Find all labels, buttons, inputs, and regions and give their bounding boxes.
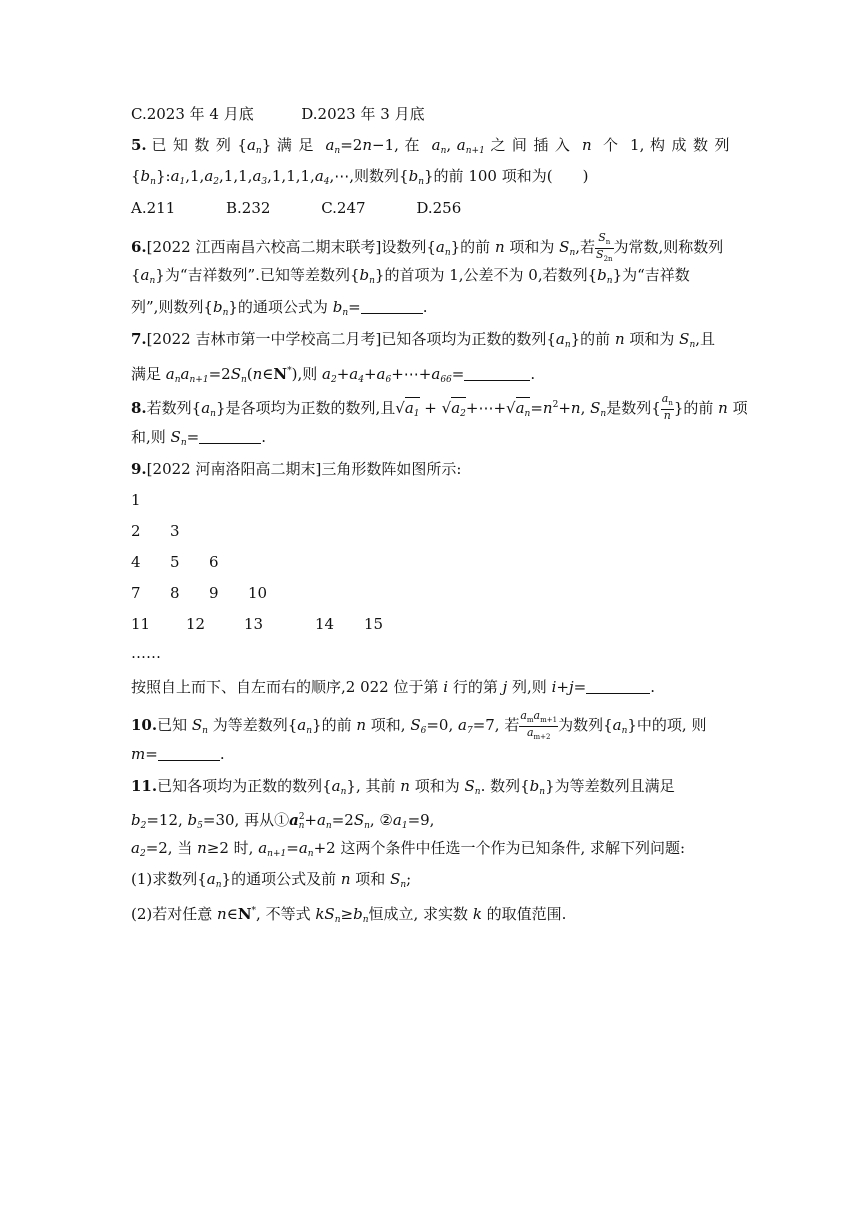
q10-line-1: 10.已知 $S_n$ 为等差数列$\{a_n\}$的前 n 项和, $S_6=0$, $a_7=7$, 若 $\frac{a_ma_{m+1}}{a_{m+2}}$ 为数列$\{a_n\}$中的项, 则 (131, 709, 707, 742)
tri-cell: 15 (364, 615, 384, 633)
tri-dots: …… (131, 644, 161, 662)
q6-line-2: $\{a_n\}$为“吉祥数列”.已知等差数列$\{b_n\}$的首项为 1,公差不为 0,若数列$\{b_n\}$为“吉祥数 (131, 266, 690, 286)
q9-line-2: 按照自上而下、自左而右的顺序,2 022 位于第 i 行的第 j 列,则 i+j= . (131, 678, 655, 696)
q11-line-3: $a_2=2$, 当 n≥2 时, $a_{n+1}=a_n+2$ 这两个条件中任选一个作为已知条件, 求解下列问题: (131, 839, 686, 859)
tri-cell: 7 (131, 584, 141, 602)
q5-options (131, 198, 461, 218)
q5-option-d: D.256 (416, 199, 462, 217)
tri-cell: 5 (170, 553, 180, 571)
tri-cell: 13 (244, 615, 264, 633)
tri-cell: 3 (170, 522, 180, 540)
q9-number: 9. (131, 460, 147, 478)
q6-line-1: 6.[2022 江西南昌六校高二期末联考]设数列$\{a_n\}$的前 n 项和为 $S_n$,若 $\frac{S_n}{S_{2n}}$ 为常数,则称数列 (131, 231, 724, 264)
q9-source: [2022 河南洛阳高二期末] (146, 460, 322, 478)
q5-line-1: 5. 已 知 数 列 $\{a_n\}$ 满 足 $a_n=2n-1$, 在 $a_n$, $a_{n+1}$ 之 间 插 入 n 个 1, 构 成 数 列 (131, 136, 730, 156)
q5-option-b: B.232 (226, 199, 271, 217)
q10-line-2: m= . (131, 745, 225, 763)
q7-number: 7. (131, 330, 147, 348)
q4-option-d: D.2023 年 3 月底 (301, 105, 425, 123)
tri-cell: 6 (209, 553, 219, 571)
q8-number: 8. (131, 399, 147, 418)
tri-cell: 10 (248, 584, 268, 602)
q4-option-c: C.2023 年 4 月底 (131, 105, 254, 123)
q11-part-2: (2)若对任意 n∈N*, 不等式 $kS_n\ge b_n$恒成立, 求实数 k 的取值范围. (131, 905, 567, 925)
q10-number: 10. (131, 716, 158, 735)
q7-line-2: 满足 $a_na_{n+1}=2S_n(n\in N^*)$,则 $a_2+a_4+a_6+\cdots+a_{66}=$ . (131, 365, 536, 385)
q6-source: [2022 江西南昌六校高二期末联考] (146, 238, 382, 257)
q5-option-c: C.247 (321, 199, 366, 217)
q8-line-1: 8.若数列$\{a_n\}$是各项均为正数的数列,且$√a_1$ + $√a_2+\cdots+√a_n=n^2+n$, $S_n$是数列{ $\frac{a_n}{n}$ }的前 n 项 (131, 392, 748, 423)
tri-cell: 1 (131, 491, 141, 509)
tri-cell: 11 (131, 615, 151, 633)
tri-cell: 12 (186, 615, 206, 633)
q9-line-1 (131, 459, 461, 479)
tri-cell: 8 (170, 584, 180, 602)
tri-cell: 4 (131, 553, 141, 571)
q5-option-a: A.211 (131, 199, 176, 217)
q7-line-1: 7.[2022 吉林市第一中学校高二月考]已知各项均为正数的数列$\{a_n\}$的前 n 项和为 $S_n$,且 (131, 330, 716, 350)
tri-cell: 9 (209, 584, 219, 602)
q5-number: 5. (131, 136, 147, 154)
q6-number: 6. (131, 238, 147, 257)
q11-part-1: (1)求数列$\{a_n\}$的通项公式及前 n 项和 $S_n$; (131, 870, 412, 890)
q11-line-2: $b_2=12$, $b_5=30$, 再从$①a^2_n+a_n=2S_n$, $②a_1=9$, (131, 811, 435, 831)
q5-line-2: $\{b_n\}:a_1,1,a_2,1,1,a_3,1,1,1,a_4,\cdots$,则数列$\{b_n\}$的前 100 项和为( ) (131, 167, 589, 187)
tri-cell: 2 (131, 522, 141, 540)
q11-number: 11. (131, 777, 158, 795)
tri-cell: 14 (315, 615, 335, 633)
q6-line-3: 列”,则数列$\{b_n\}$的通项公式为 $b_n=$ . (131, 298, 428, 318)
q4-options (131, 104, 425, 124)
q11-line-1: 11.已知各项均为正数的数列$\{a_n\}$, 其前 n 项和为 $S_n$. 数列$\{b_n\}$为等差数列且满足 (131, 777, 675, 797)
q8-line-2: 和,则 $S_n=$ . (131, 428, 266, 448)
q7-source: [2022 吉林市第一中学校高二月考] (146, 330, 382, 348)
q9-text: 三角形数阵如图所示: (321, 460, 462, 478)
